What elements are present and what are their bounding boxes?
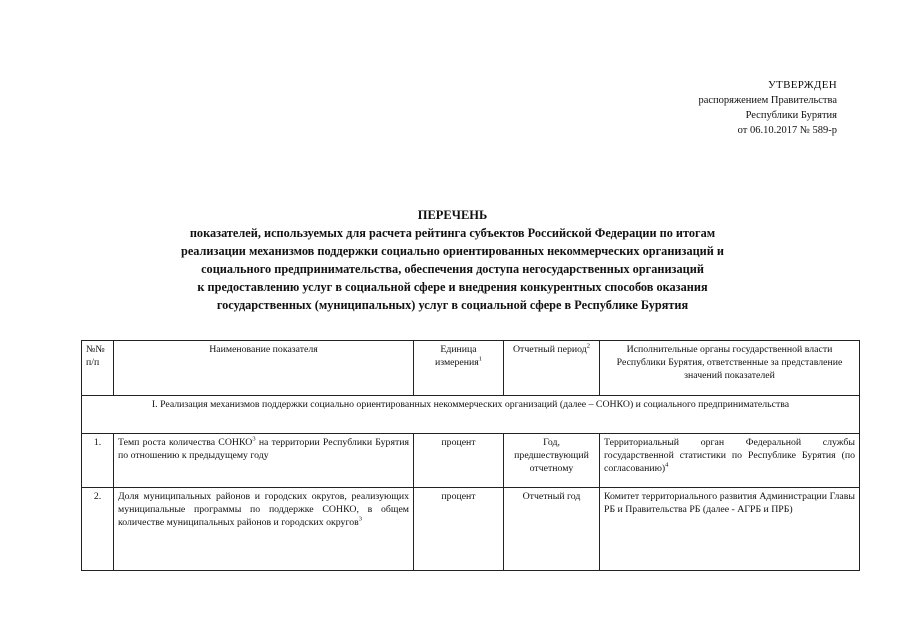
title-line: государственных (муниципальных) услуг в социальной сфере в Республике Бурятия [216,298,689,312]
title-heading: ПЕРЕЧЕНЬ [417,208,488,222]
header-num: №№ п/п [82,341,114,396]
approval-line: распоряжением Правительства [698,95,837,106]
footnote-ref: 2 [586,342,590,350]
title-line: к предоставлению услуг в социальной сфере и внедрения конкурентных способов оказания [197,280,708,294]
row-org [600,434,860,488]
org-text: Комитет территориального развития Администрации Главы РБ и Правительства РБ (далее - АГРБ и ПРБ) [604,491,855,515]
header-unit-label: Единица измерения [434,344,479,368]
footnote-ref: 3 [252,435,256,443]
row-indicator-name [114,434,414,488]
header-org: Исполнительные органы государственной власти Республики Бурятия, ответственные за представление значений показателей [600,341,860,396]
title-line: реализации механизмов поддержки социально ориентированных некоммерческих организаций и [180,244,725,258]
approval-date: от 06.10.2017 № 589-р [737,125,837,136]
approval-stamp [698,78,837,138]
row-period: Отчетный год [504,488,600,571]
table-row [82,434,860,488]
org-text: Территориальный орган Федеральной службы государственной статистики по Республике Бурятия (по согласованию) [604,437,855,474]
footnote-ref: 4 [665,461,669,469]
row-org [600,488,860,571]
indicator-text: на территории Республики Бурятия по отношению к предыдущему году [118,437,409,461]
header-period [504,341,600,396]
approval-line: Республики Бурятия [745,110,837,121]
approval-heading: УТВЕРЖДЕН [767,79,837,91]
section-row [82,396,860,434]
title-line: социального предпринимательства, обеспечения доступа негосударственных организаций [201,262,704,276]
header-period-label: Отчетный период [512,344,587,355]
footnote-ref: 3 [358,515,362,523]
footnote-ref: 1 [478,355,482,363]
header-unit [414,341,504,396]
indicator-text: Темп роста количества СОНКО [118,437,253,448]
title-line: показателей, используемых для расчета рейтинга субъектов Российской Федерации по итогам [189,226,716,240]
indicator-text: Доля муниципальных районов и городских округов, реализующих муниципальные программы по поддержке СОНКО, в общем количестве муниципальных районов и городских округов [118,491,409,528]
header-name: Наименование показателя [114,341,414,396]
row-num: 1. [82,434,114,488]
row-num: 2. [82,488,114,571]
document-title [90,206,815,314]
section-title: I. Реализация механизмов поддержки социально ориентированных некоммерческих организаций (далее – СОНКО) и социального предпринимательства [82,396,860,434]
indicators-table [81,340,860,571]
table-header-row [82,341,860,396]
row-indicator-name [114,488,414,571]
row-unit: процент [414,488,504,571]
table-row [82,488,860,571]
row-unit: процент [414,434,504,488]
row-period: Год, предшествующий отчетному [504,434,600,488]
